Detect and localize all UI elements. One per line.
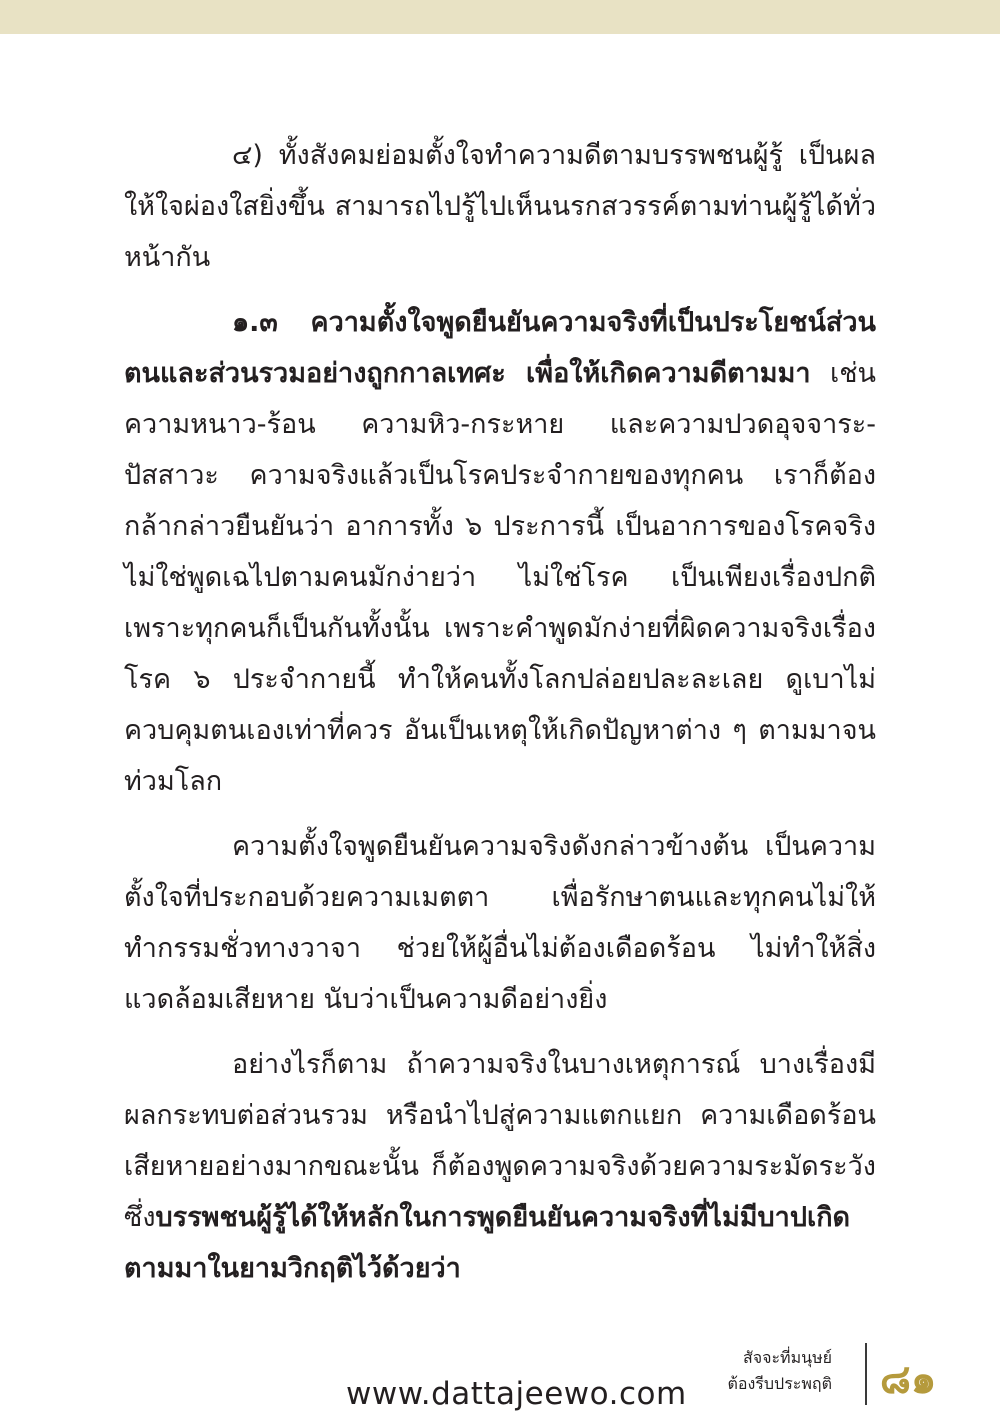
paragraph-2 — [124, 297, 876, 807]
paragraph-1 — [124, 130, 876, 283]
book-title-line-1: สัจจะที่มนุษย์ — [742, 1348, 832, 1367]
paragraph-4 — [124, 1039, 876, 1294]
paragraph-4-text: อย่างไรก็ตาม ถ้าความจริงในบางเหตุการณ์ บางเรื่องมีผลกระทบต่อส่วนรวม หรือนำไปสู่ความแตกแยก ความเดือดร้อนเสียหายอย่างมากขณะนั้น ก็ต้องพูดความจริงด้วยความระมัดระวัง ซึ่ง — [124, 1049, 876, 1233]
footer-divider — [865, 1343, 867, 1405]
website-url: www.dattajeewo.com — [346, 1376, 687, 1412]
paragraph-4-bold-text: บรรพชนผู้รู้ได้ให้หลักในการพูดยืนยันความจริงที่ไม่มีบาปเกิดตามมาในยามวิกฤติไว้ด้วยว่า — [124, 1202, 851, 1284]
book-title-line-2: ต้องรีบประพฤติ — [727, 1374, 832, 1393]
paragraph-3 — [124, 821, 876, 1025]
page-number: ๘๑ — [880, 1357, 937, 1403]
body-text — [124, 130, 876, 1294]
top-decorative-band — [0, 0, 1000, 34]
paragraph-2-text: เช่น ความหนาว-ร้อน ความหิว-กระหาย และความปวดอุจจาระ-ปัสสาวะ ความจริงแล้วเป็นโรคประจำกายของทุกคน เราก็ต้องกล้ากล่าวยืนยันว่า อาการทั้ง ๖ ประการนี้ เป็นอาการของโรคจริง ไม่ใช่พูดเฉไปตามคนมักง่ายว่า ไม่ใช่โรค เป็นเพียงเรื่องปกติเพราะทุกคนก็เป็นกันทั้งนั้น เพราะคำพูดมักง่ายที่ผิดความจริงเรื่องโรค ๖ ประจำกายนี้ ทำให้คนทั้งโลกปล่อยปละละเลย ดูเบาไม่ควบคุมตนเองเท่าที่ควร อันเป็นเหตุให้เกิดปัญหาต่าง ๆ ตามมาจนท่วมโลก — [124, 358, 877, 797]
section-heading-1-3: ๑.๓ ความตั้งใจพูดยืนยันความจริงที่เป็นประโยชน์ส่วนตนและส่วนรวมอย่างถูกกาลเทศะ เพื่อให้เกิดความดีตามมา — [124, 307, 876, 389]
paragraph-3-text: ความตั้งใจพูดยืนยันความจริงดังกล่าวข้างต้น เป็นความตั้งใจที่ประกอบด้วยความเมตตา เพื่อรักษาตนและทุกคนไม่ให้ทำกรรมชั่วทางวาจา ช่วยให้ผู้อื่นไม่ต้องเดือดร้อน ไม่ทำให้สิ่งแวดล้อมเสียหาย นับว่าเป็นความดีอย่างยิ่ง — [124, 831, 876, 1015]
paragraph-1-text: ๔) ทั้งสังคมย่อมตั้งใจทำความดีตามบรรพชนผู้รู้ เป็นผลให้ใจผ่องใสยิ่งขึ้น สามารถไปรู้ไปเห็นนรกสวรรค์ตามท่านผู้รู้ได้ทั่วหน้ากัน — [124, 140, 876, 273]
